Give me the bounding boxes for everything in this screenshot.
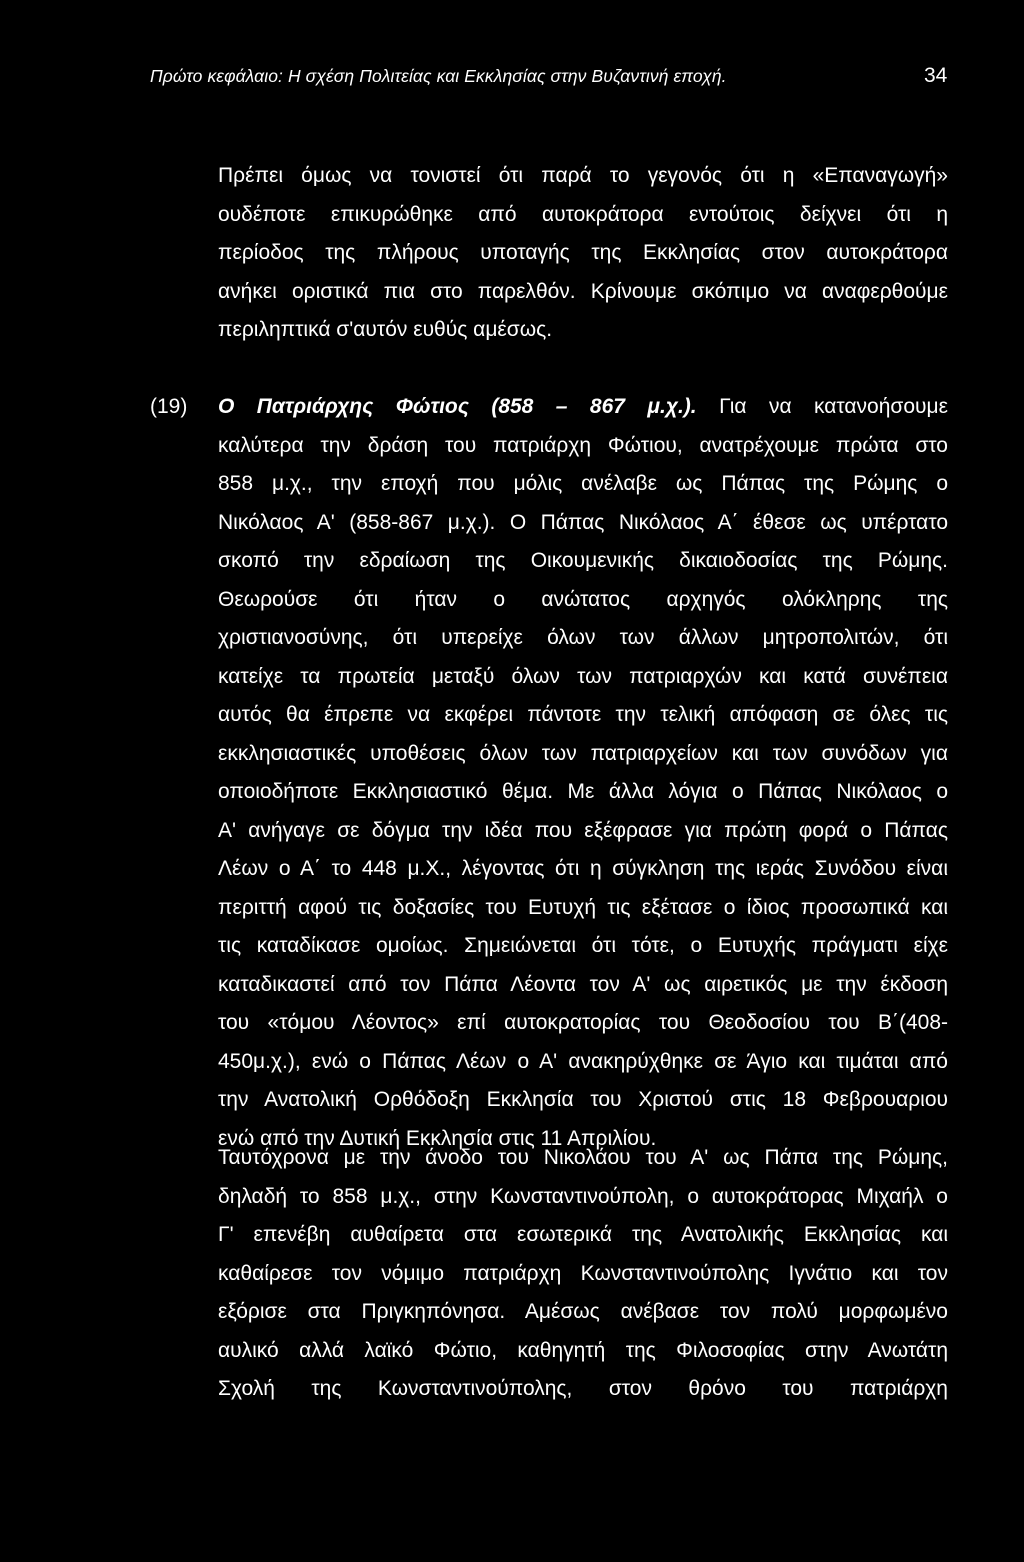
text-line: την Ανατολική Ορθόδοξη Εκκλησία του Χριστού στις 18 Φεβρουαριου: [218, 1088, 948, 1111]
text-line: Α' ανήγαγε σε δόγμα την ιδέα που εξέφρασε για πρώτη φορά ο Πάπας: [218, 818, 948, 842]
running-header-title: Πρώτο κεφάλαιο: Η σχέση Πολιτείας και Εκκλησίας στην Βυζαντινή εποχή.: [150, 66, 727, 86]
text-line: 858 μ.χ., την εποχή που μόλις ανέλαβε ως Πάπας της Ρώμης ο: [218, 472, 948, 495]
section-number: (19): [150, 395, 188, 418]
text-line: Λέων ο Α΄ το 448 μ.Χ., λέγοντας ότι η σύγκληση της ιεράς Συνόδου είναι: [218, 857, 948, 880]
text-line: καταδικαστεί από τον Πάπα Λέοντα τον Α' ως αιρετικός με την έκδοση: [218, 972, 948, 996]
text-line: Νικόλαος Α' (858-867 μ.χ.). Ο Πάπας Νικόλαος Α΄ έθεσε ως υπέρτατο: [218, 510, 948, 534]
text-line: Σχολή της Κωνσταντινούπολης, στον θρόνο του πατριάρχη: [218, 1377, 948, 1400]
text-line: ουδέποτε επικυρώθηκε από αυτοκράτορα εντούτοις δείχνει ότι η: [218, 202, 948, 226]
text-line: περιττή αφού τις δοξασίες του Ευτυχή τις εξέτασε ο ίδιος προσωπικά και: [218, 895, 948, 919]
text-line: αυτός θα έπρεπε να εκφέρει πάντοτε την τελική απόφαση σε όλες τις: [218, 703, 948, 726]
text-line: οποιοδήποτε Εκκλησιαστικό θέμα. Με άλλα λόγια ο Πάπας Νικόλαος ο: [218, 780, 948, 803]
section-heading-rest: Για να κατανοήσουμε: [696, 395, 948, 418]
text-line: ανήκει οριστικά πια στο παρελθόν. Κρίνουμε σκόπιμο να αναφερθούμε: [218, 279, 948, 303]
section-heading-line: [218, 388, 948, 427]
text-line: περιληπτικά σ'αυτόν ευθύς αμέσως.: [218, 318, 553, 341]
text-line: χριστιανοσύνης, ότι υπερείχε όλων των άλλων μητροπολιτών, ότι: [218, 626, 948, 649]
section-title: Ο Πατριάρχης Φώτιος (858 – 867 μ.χ.).: [218, 395, 697, 418]
page-number: 34: [924, 64, 948, 87]
text-line: αυλικό αλλά λαϊκό Φώτιο, καθηγητή της Φιλοσοφίας στην Ανωτάτη: [218, 1338, 948, 1362]
text-line: δηλαδή το 858 μ.χ., στην Κωνσταντινούπολη, ο αυτοκράτορας Μιχαήλ ο: [218, 1184, 948, 1208]
text-line: Πρέπει όμως να τονιστεί ότι παρά το γεγονός ότι η «Επαναγωγή»: [218, 164, 948, 187]
text-line: Γ' επενέβη αυθαίρετα στα εσωτερικά της Ανατολικής Εκκλησίας και: [218, 1223, 948, 1246]
text-line: καλύτερα την δράση του πατριάρχη Φώτιου, ανατρέχουμε πρώτα στο: [218, 433, 948, 457]
text-line: εξόρισε στα Πριγκηπόνησα. Αμέσως ανέβασε τον πολύ μορφωμένο: [218, 1300, 948, 1323]
text-line: Ταυτόχρονα με την άνοδο του Νικολάου του Α' ως Πάπα της Ρώμης,: [218, 1146, 948, 1169]
page-header: [150, 60, 950, 100]
text-line: τις καταδίκασε ομοίως. Σημειώνεται ότι τότε, ο Ευτυχής πράγματι είχε: [218, 934, 948, 957]
text-line: σκοπό την εδραίωση της Οικουμενικής δικαιοδοσίας της Ρώμης.: [218, 549, 948, 572]
paragraph-intro: [218, 157, 948, 350]
text-line: 450μ.χ.), ενώ ο Πάπας Λέων ο Α' ανακηρύχθηκε σε Άγιο και τιμάται από: [218, 1049, 948, 1073]
text-line: κατείχε τα πρωτεία μεταξύ όλων των πατριαρχών και κατά συνέπεια: [218, 664, 948, 688]
text-line: ενώ από την Δυτική Εκκλησία στις 11 Απριλίου.: [218, 1126, 657, 1150]
paragraph-photios: [218, 388, 948, 1158]
text-line: περίοδος της πλήρους υποταγής της Εκκλησίας στον αυτοκράτορα: [218, 241, 948, 264]
text-line: καθαίρεσε τον νόμιμο πατριάρχη Κωνσταντινούπολης Ιγνάτιο και τον: [218, 1261, 948, 1285]
text-line: Θεωρούσε ότι ήταν ο ανώτατος αρχηγός ολόκληρης της: [218, 587, 948, 611]
text-line: του «τόμου Λέοντος» επί αυτοκρατορίας του Θεοδοσίου του Β΄(408-: [218, 1011, 948, 1034]
paragraph-michael: [218, 1139, 948, 1409]
text-line: εκκλησιαστικές υποθέσεις όλων των πατριαρχείων και των συνόδων για: [218, 741, 948, 765]
